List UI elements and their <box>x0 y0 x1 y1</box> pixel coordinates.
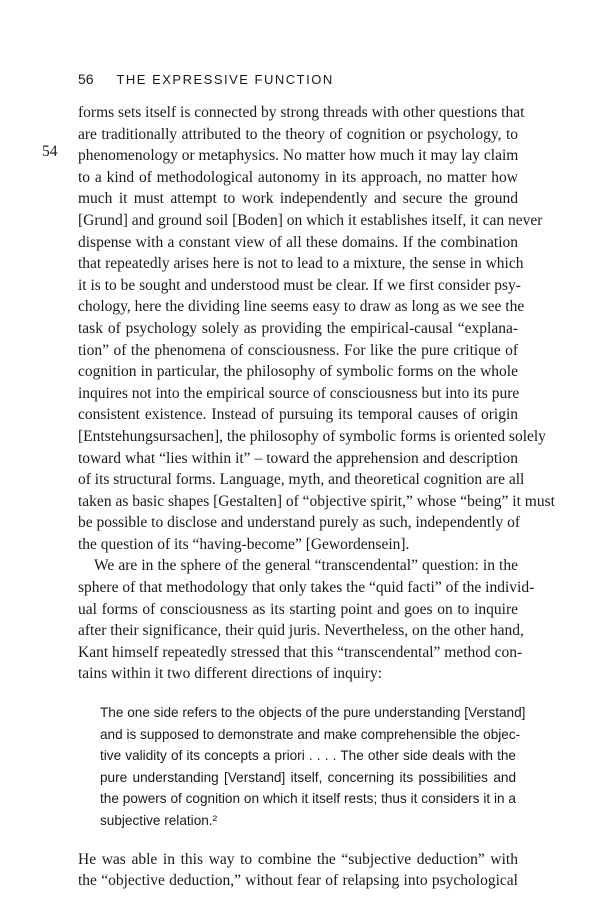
text-line: tion” of the phenomena of consciousness. For like the pure critique of <box>78 341 518 359</box>
text-line: be possible to disclose and understand purely as such, independently of <box>78 514 521 532</box>
text-line: toward what “lies within it” – toward the apprehension and description <box>78 449 518 467</box>
text-line: ual forms of consciousness as its starting point and goes on to inquire <box>78 600 518 618</box>
quote-line: the powers of cognition on which it itself rests; thus it considers it in a <box>100 791 516 807</box>
text-line: much it must attempt to work independently and secure the ground <box>78 190 518 208</box>
text-line: taken as basic shapes [Gestalten] of “objective spirit,” whose “being” it must <box>78 492 555 510</box>
text-line: to a kind of methodological autonomy in its approach, no matter how <box>78 168 518 186</box>
running-title: THE EXPRESSIVE FUNCTION <box>116 72 334 87</box>
page-number: 56 <box>78 71 94 87</box>
text-line: it is to be sought and understood must be clear. If we first consider psy- <box>78 276 521 294</box>
text-line: the question of its “having-become” [Gewordensein]. <box>78 535 410 553</box>
text-line: dispense with a constant view of all these domains. If the combination <box>78 233 518 251</box>
block-quote <box>100 702 526 832</box>
paragraph-3 <box>78 849 518 892</box>
text-line: tains within it two different directions of inquiry: <box>78 665 383 683</box>
text-line: We are in the sphere of the general “transcendental” question: in the <box>94 557 518 575</box>
text-line: of its structural forms. Language, myth, and theoretical cognition are all <box>78 471 525 489</box>
text-line: inquires not into the empirical source of consciousness but into its pure <box>78 384 520 402</box>
quote-line: tive validity of its concepts a priori . . . . The other side deals with the <box>100 748 516 764</box>
text-line: chology, here the dividing line seems easy to draw as long as we see the <box>78 298 525 316</box>
text-line: sphere of that methodology that only takes the “quid facti” of the individ- <box>78 579 535 597</box>
text-line: consistent existence. Instead of pursuing its temporal causes of origin <box>78 406 518 424</box>
paragraph-2 <box>78 555 535 685</box>
text-line: after their significance, their quid juris. Nevertheless, on the other hand, <box>78 622 524 640</box>
text-line: [Entstehungsursachen], the philosophy of symbolic forms is oriented solely <box>78 427 546 445</box>
text-line: task of psychology solely as providing the empirical-causal “explana- <box>78 319 518 337</box>
quote-line: subjective relation.² <box>100 813 218 828</box>
body-text <box>78 102 555 892</box>
text-line: that repeatedly arises here is not to lead to a mixture, the sense in which <box>78 255 524 273</box>
text-line: Kant himself repeatedly stressed that this “transcendental” method con- <box>78 643 523 661</box>
text-line: cognition in particular, the philosophy of symbolic forms on the whole <box>78 363 518 381</box>
quote-line: and is supposed to demonstrate and make comprehensible the objec- <box>100 726 521 742</box>
paragraph-1 <box>78 102 555 555</box>
text-line: forms sets itself is connected by strong threads with other questions that <box>78 104 525 121</box>
quote-line: The one side refers to the objects of the pure understanding [Verstand] <box>100 705 526 721</box>
text-line: are traditionally attributed to the theory of cognition or psychology, to <box>78 125 518 143</box>
text-line: phenomenology or metaphysics. No matter how much it may lay claim <box>78 147 519 165</box>
text-line: [Grund] and ground soil [Boden] on which it establishes itself, it can never <box>78 211 543 229</box>
margin-page-reference: 54 <box>42 143 58 160</box>
text-line: He was able in this way to combine the “subjective deduction” with <box>78 850 518 868</box>
text-line: the “objective deduction,” without fear of relapsing into psychological <box>78 872 518 890</box>
running-header <box>78 71 334 87</box>
quote-line: pure understanding [Verstand] itself, concerning its possibilities and <box>100 769 516 785</box>
